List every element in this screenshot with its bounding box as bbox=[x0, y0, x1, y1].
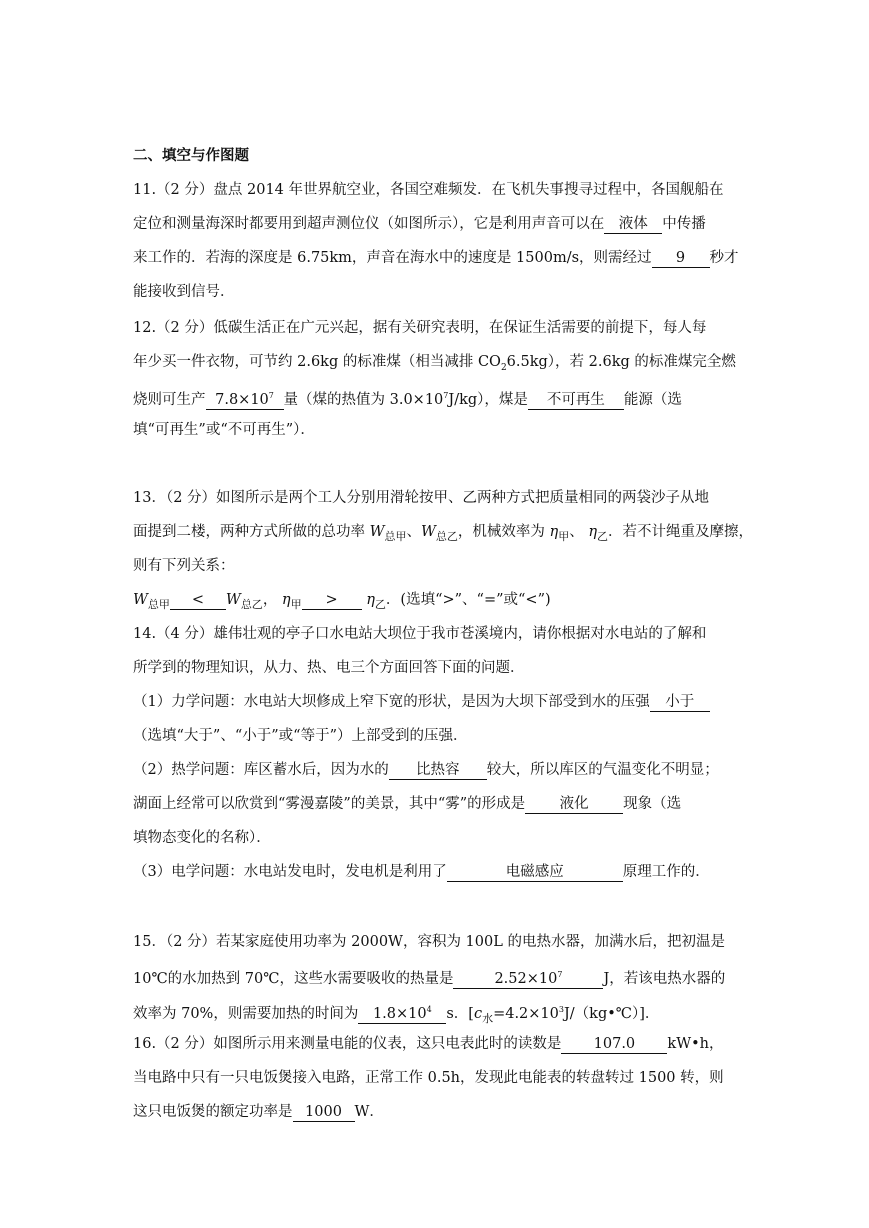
q13-answer-2: > bbox=[302, 591, 362, 610]
q14-answer-4: 电磁感应 bbox=[447, 863, 623, 882]
q14-answer-3: 液化 bbox=[525, 795, 623, 814]
q14-part1: （1）力学问题：水电站大坝修成上窄下宽的形状，是因为大坝下部受到水的压强 小于 bbox=[133, 692, 710, 712]
q15-line2: 10℃的水加热到 70℃，这些水需要吸收的热量是 $2.52\times 10^7$ J，若该电热水器的 bbox=[133, 966, 725, 989]
q13-line2: 面提到二楼，两种方式所做的总功率 $W_{总甲}$、$W_{总乙}$，机械效率为 $\eta_甲$、 $\eta_乙$．若不计绳重及摩擦， bbox=[133, 524, 754, 543]
q12-answer-1: $7.8\times 10^7$ bbox=[206, 387, 284, 410]
q16-line3: 这只电饭煲的额定功率是 1000 W． bbox=[133, 1104, 384, 1120]
q14-part2: （2）热学问题：库区蓄水后，因为水的 比热容 较大，所以库区的气温变化不明显； bbox=[133, 762, 719, 778]
q14-answer-1: 小于 bbox=[650, 693, 710, 712]
q15-answer-2: $1.8\times 10^4$ bbox=[358, 1001, 446, 1024]
q16-answer-1: 107.0 bbox=[561, 1035, 667, 1054]
q12-text: 烧则可生产 bbox=[133, 392, 206, 408]
q12-text: 6.5kg），若 2.6kg 的标准煤完全燃 bbox=[506, 354, 736, 370]
q11-text: 定位和测量海深时都要用到超声测位仪（如图所示），它是利用声音可以在 bbox=[133, 216, 605, 232]
q14-part3: （3）电学问题：水电站发电时，发电机是利用了 电磁感应 原理工作的． bbox=[133, 864, 710, 880]
q12-answer-2: 不可再生 bbox=[528, 391, 624, 410]
q12-line1: 12.（2 分）低碳生活正在广元兴起，据有关研究表明，在保证生活需要的前提下，每人每 bbox=[133, 320, 707, 336]
q16-line1: 16.（2 分）如图所示用来测量电能的仪表，这只电表此时的读数是 107.0 kW•h， bbox=[133, 1036, 724, 1052]
q11-line3 bbox=[133, 248, 739, 268]
q12-line3: 烧则可生产 $7.8\times 10^7$ 量（煤的热值为 $3.0\times 10^7J/kg$），煤是 不可再生 能源（选 bbox=[133, 386, 682, 410]
q11-text: 秒才 bbox=[709, 250, 739, 266]
q15-line1: 15．（2 分）若某家庭使用功率为 2000W，容积为 100L 的电热水器，加满水后，把初温是 bbox=[133, 934, 725, 950]
q12-text: J/kg），煤是 bbox=[448, 392, 528, 408]
q14-part2-end: 填物态变化的名称）． bbox=[133, 830, 271, 846]
q15-answer-1: $2.52\times 10^7$ bbox=[453, 966, 603, 989]
q16-line2: 当电路中只有一只电饭煲接入电路，正常工作 0.5h，发现此电能表的转盘转过 1500 转，则 bbox=[133, 1070, 724, 1086]
q14-part1-cont: （选填“大于”、“小于”或“等于”）上部受到的压强． bbox=[133, 728, 468, 744]
q12-line2 bbox=[133, 352, 736, 378]
q14-part2-cont: 湖面上经常可以欣赏到“雾漫嘉陵”的美景，其中“雾”的形成是 液化 现象（选 bbox=[133, 796, 682, 812]
q11-text: 来工作的．若海的深度是 6.75km，声音在海水中的速度是 1500m/s，则需经过 bbox=[133, 250, 652, 266]
q14-answer-2: 比热容 bbox=[389, 761, 487, 780]
q12-text: 能源（选 bbox=[623, 392, 682, 408]
q13-answer-1: < bbox=[170, 591, 226, 610]
q13-line4: $W_{总甲} < W_{总乙}$， $\eta_甲 > \eta_乙$．(选填“>”、“=”或“<”) bbox=[133, 592, 551, 611]
q15-line3: 效率为 70%，则需要加热的时间为 $1.8\times 10^4$ s．$[c_水=4.2\times 10^3J/(kg•℃)]$． bbox=[133, 1000, 659, 1029]
q12-text: 年少买一件衣物，可节约 2.6kg 的标准煤（相当减排 CO bbox=[133, 354, 501, 370]
q11-text: 中传播 bbox=[662, 216, 706, 232]
q11-answer-1: 液体 bbox=[604, 215, 662, 234]
q13-line1: 13．（2 分）如图所示是两个工人分别用滑轮按甲、乙两种方式把质量相同的两袋沙子从地 bbox=[133, 490, 710, 506]
q11-answer-2: 9 bbox=[652, 249, 710, 268]
q12-line4: 填“可再生”或“不可再生”）． bbox=[133, 422, 315, 438]
q11-line4: 能接收到信号． bbox=[133, 284, 235, 300]
q12-text: 量（煤的热值为 3.0×10 bbox=[283, 392, 444, 408]
q16-answer-2: 1000 bbox=[293, 1103, 355, 1122]
q12-co2-subscript: 2 bbox=[500, 362, 507, 373]
q13-line3: 则有下列关系： bbox=[133, 558, 235, 574]
q14-line1: 14.（4 分）雄伟壮观的亭子口水电站大坝位于我市苍溪境内，请你根据对水电站的了解和 bbox=[133, 626, 707, 642]
q11-line2 bbox=[133, 214, 706, 234]
q11-line1: 11.（2 分）盘点 2014 年世界航空业，各国空难频发．在飞机失事搜寻过程中，各国舰船在 bbox=[133, 182, 724, 198]
section-title: 二、填空与作图题 bbox=[133, 148, 249, 164]
q14-line2: 所学到的物理知识，从力、热、电三个方面回答下面的问题． bbox=[133, 660, 525, 676]
